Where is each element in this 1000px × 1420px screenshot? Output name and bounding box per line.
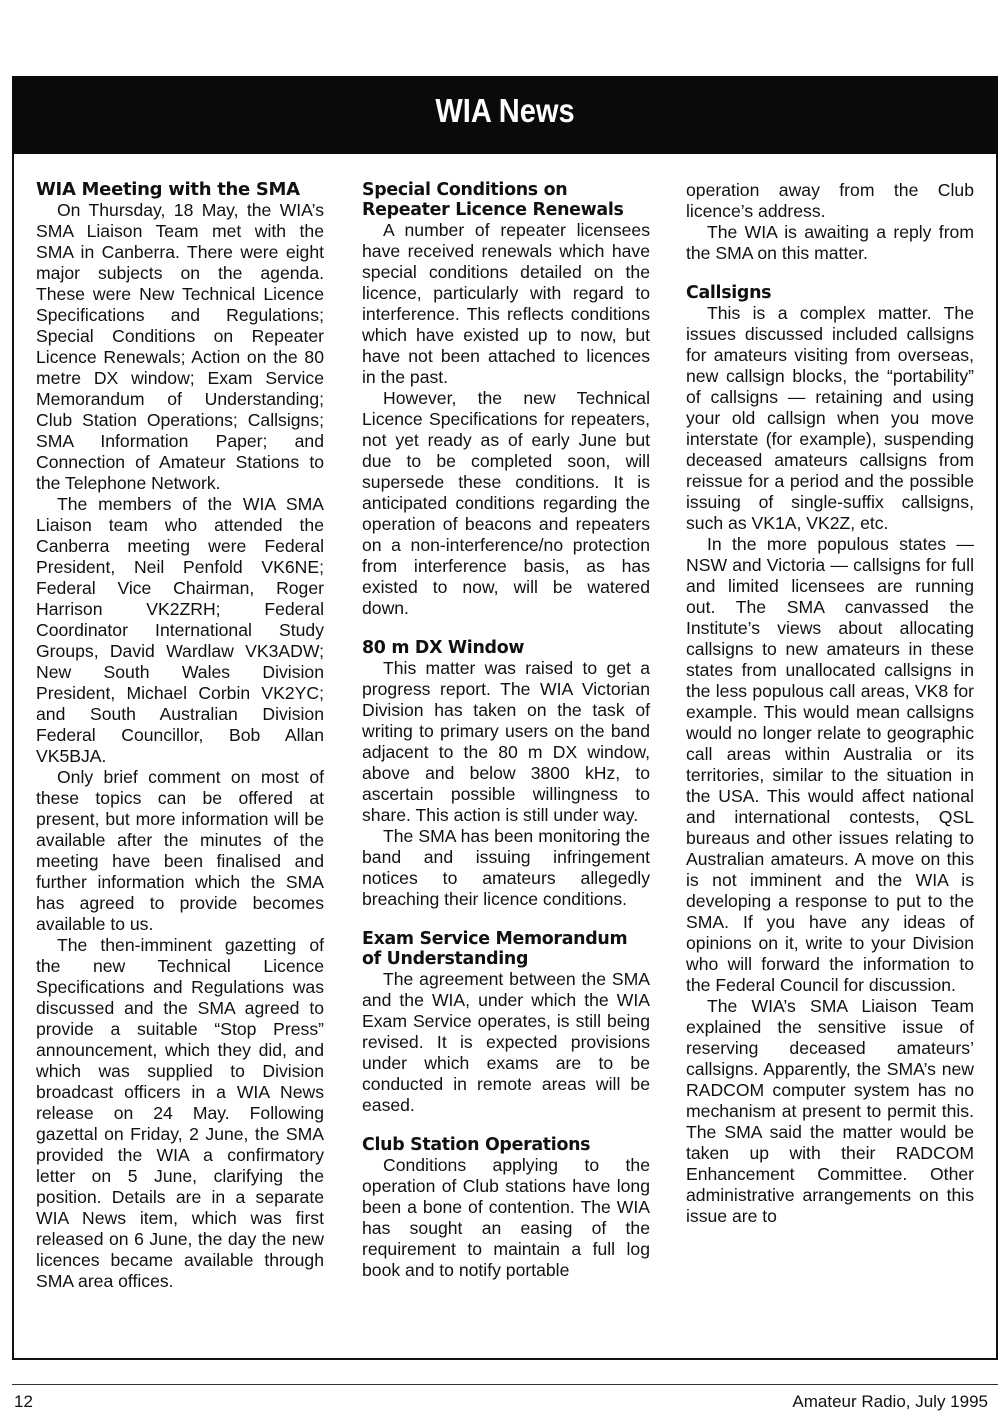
section-heading: Callsigns <box>686 283 772 303</box>
body-paragraph: The WIA is awaiting a reply from the SMA on this matter. <box>686 222 974 263</box>
footer-rule <box>12 1384 998 1385</box>
body-paragraph: The then-imminent gazetting of the new Technical Licence Specifications and Regulations was discussed and the SMA agreed to provide a suitable “Stop Press” announcement, which they did, and which was supplied to Division broadcast officers in a WIA News release on 24 May. Following gazettal on Friday, 2 June, the SMA provided the WIA a confirmatory letter on 5 June, clarifying the position. Details are in a separate WIA News item, which was first released on 6 June, the day the new licences became available through SMA area offices. <box>36 935 324 1291</box>
body-paragraph: On Thursday, 18 May, the WIA’s SMA Liaison Team met with the SMA in Canberra. There were eight major subjects on the agenda. These were New Technical Licence Specifications and Regulations; Special Conditions on Repeater Licence Renewals; Action on the 80 metre DX window; Exam Service Memorandum of Understanding; Club Station Operations; Callsigns; SMA Information Paper; and Connection of Amateur Stations to the Telephone Network. <box>36 200 324 493</box>
body-paragraph: The WIA’s SMA Liaison Team explained the sensitive issue of reserving deceased amateurs’ callsigns. Apparently, the SMA’s new RADCOM computer system has no mechanism at present to permit this. The SMA said the matter would be taken up with their RADCOM Enhancement Committee. Other administrative arrangements on this issue are to <box>686 996 974 1226</box>
section-banner <box>12 76 998 154</box>
section-heading: Club Station Operations <box>362 1135 591 1155</box>
body-paragraph: In the more populous states — NSW and Victoria — callsigns for full and limited licensees are running out. The SMA canvassed the Institute’s views about allocating callsigns to new amateurs in these states from unallocated callsigns in the less populous call areas, VK8 for example. This would mean callsigns would no longer relate to geographic call areas within Australia or its territories, similar to the situation in the USA. This would affect national and international contests, QSL bureaus and other issues relating to Australian amateurs. A move on this is not imminent and the WIA is developing a response to put to the SMA. If you have any ideas of opinions on it, write to your Division who will forward the information to the Federal Council for discussion. <box>686 534 974 995</box>
section-heading: 80 m DX Window <box>362 638 525 658</box>
column-2 <box>362 180 650 1345</box>
body-paragraph: Only brief comment on most of these topics can be offered at present, but more information will be available after the minutes of the meeting have been finalised and further information which the SMA has agreed to provide becomes available to us. <box>36 767 324 934</box>
body-paragraph: This is a complex matter. The issues discussed included callsigns for amateurs visiting from overseas, new callsign blocks, the “portability” of callsigns — retaining and using your old callsign when you move interstate (for example), suspending deceased amateurs callsigns from reissue for a period and the possible issuing of single-suffix callsigns, such as VK1A, VK2Z, etc. <box>686 303 974 533</box>
column-3 <box>686 180 974 1345</box>
section-heading: WIA Meeting with the SMA <box>36 180 300 200</box>
body-paragraph: The SMA has been monitoring the band and issuing infringement notices to amateurs allegedly breaching their licence conditions. <box>362 826 650 909</box>
section-title: WIA News <box>435 92 575 129</box>
column-1 <box>36 180 324 1345</box>
body-paragraph: The members of the WIA SMA Liaison team who attended the Canberra meeting were Federal President, Neil Penfold VK6NE; Federal Vice Chairman, Roger Harrison VK2ZRH; Federal Coordinator International Study Groups, David Wardlaw VK3ADW; New South Wales Division President, Michael Corbin VK2YC; and South Australian Division Federal Councillor, Bob Allan VK5BJA. <box>36 494 324 766</box>
page-number: 12 <box>14 1392 33 1411</box>
section-heading: Special Conditions on Repeater Licence Renewals <box>362 180 624 220</box>
body-paragraph: Conditions applying to the operation of Club stations have long been a bone of contention. The WIA has sought an easing of the requirement to maintain a full log book and to notify portable <box>362 1155 650 1280</box>
section-heading: Exam Service Memorandum of Understanding <box>362 929 628 969</box>
body-paragraph: A number of repeater licensees have received renewals which have special conditions detailed on the licence, particularly with regard to interference. This reflects conditions which have existed up to now, but have not been attached to licences in the past. <box>362 220 650 387</box>
journal-reference: Amateur Radio, July 1995 <box>792 1392 988 1411</box>
body-paragraph: The agreement between the SMA and the WIA, under which the WIA Exam Service operates, is still being revised. It is expected provisions under which exams are to be conducted in remote areas will be eased. <box>362 969 650 1115</box>
body-paragraph: This matter was raised to get a progress report. The WIA Victorian Division has taken on the task of writing to primary users on the band adjacent to the 80 m DX window, above and below 3800 kHz, to ascertain possible willingness to share. This action is still under way. <box>362 658 650 825</box>
body-paragraph: operation away from the Club licence’s address. <box>686 180 974 221</box>
body-paragraph: However, the new Technical Licence Specifications for repeaters, not yet ready as of early June but due to be completed soon, will supersede these conditions. It is anticipated conditions regarding the operation of beacons and repeaters on a non-interference/no protection from interference basis, as has existed to now, will be watered down. <box>362 388 650 618</box>
